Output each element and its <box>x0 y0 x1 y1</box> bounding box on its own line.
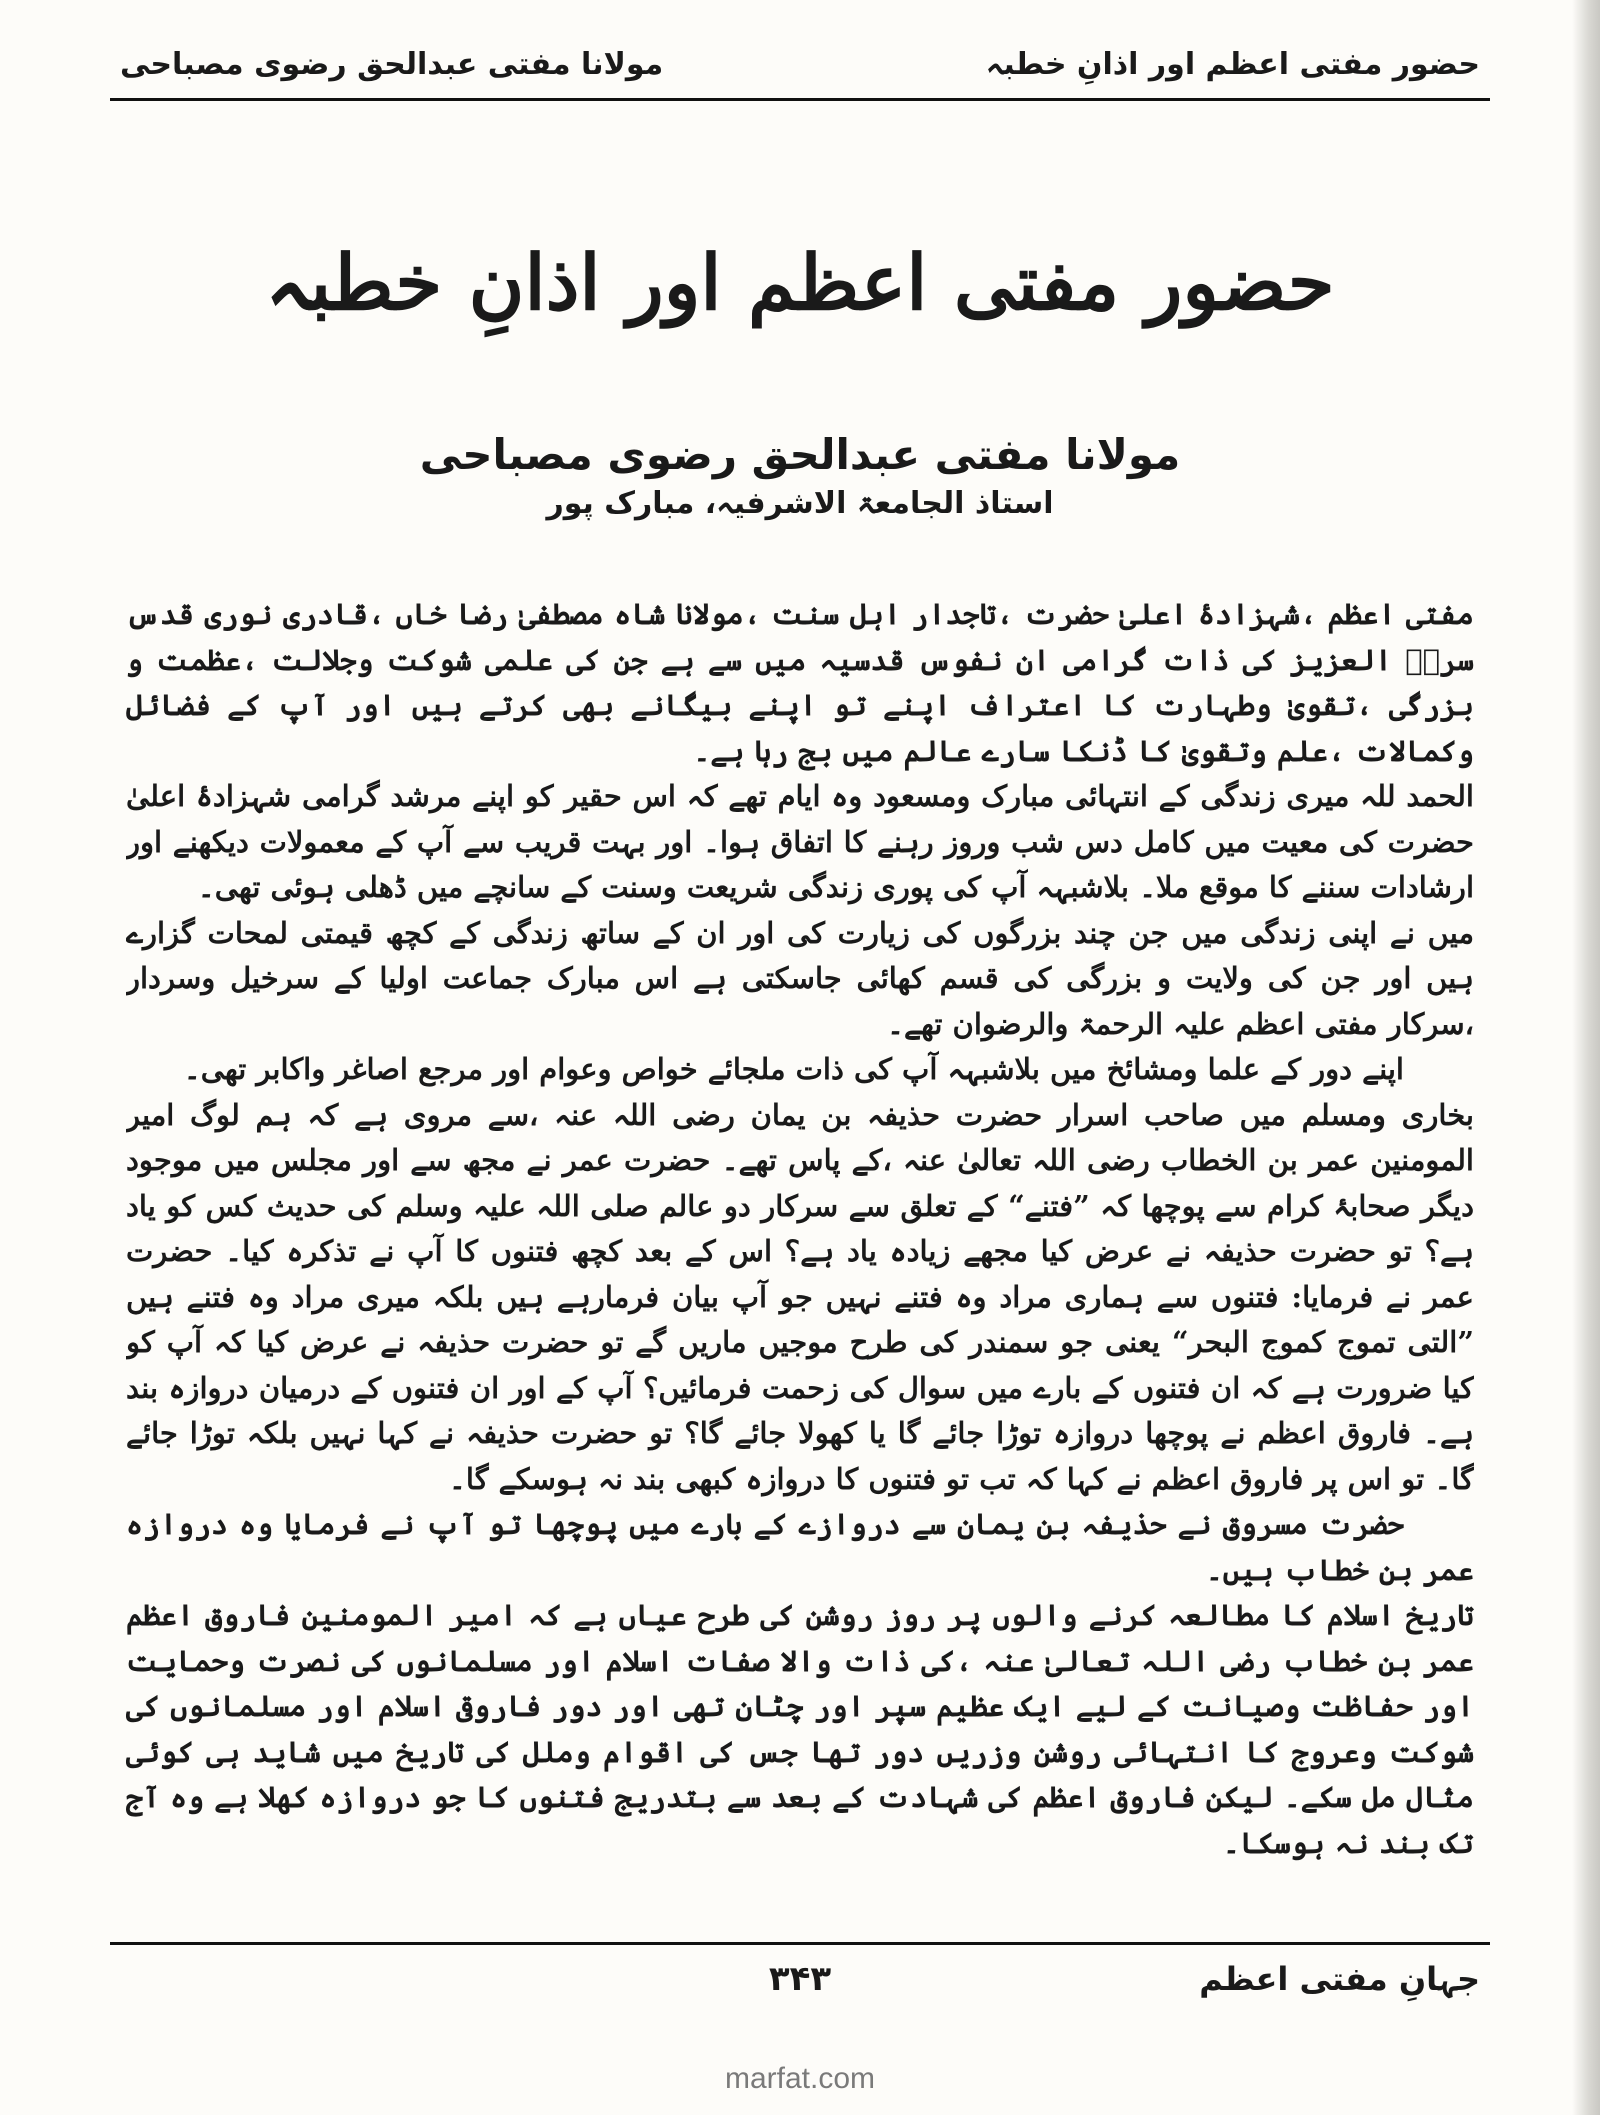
footer-rule <box>110 1942 1490 1945</box>
article-author: مولانا مفتی عبدالحق رضوی مصباحی <box>419 430 1181 479</box>
paragraph: اپنے دور کے علما ومشائخ میں بلاشبہہ آپ کی ذات ملجائے خواص وعوام اور مرجع اصاغر واکابر تھی۔ <box>183 1052 1404 1086</box>
paragraph: میں نے اپنی زندگی میں جن چند بزرگوں کی زیارت کی اور ان کے ساتھ زندگی کے کچھ قیمتی لمحات گزارے ہیں اور جن کی ولایت و بزرگی کی قسم کھائی جاسکتی ہے اس مبارک جماعت اولیا کے سرخیل وسردار ،سرکار مفتی اعظم علیہ الرحمۃ والرضوان تھے۔ <box>126 915 1474 1041</box>
journal-name: جہانِ مفتی اعظم <box>1199 1960 1480 1998</box>
author-affiliation: استاذ الجامعۃ الاشرفیہ، مبارک پور <box>546 486 1054 521</box>
paragraph: مفتی اعظم ،شہزادۂ اعلیٰ حضرت ،تاجدار اہل سنت ،مولانا شاہ مصطفیٰ رضا خاں ،قادری نوری قدس سرہٗ العزیز کی ذات گرامی ان نفوس قدسیہ میں سے ہے جن کی علمی شوکت وجلالت ،عظمت و بزرگی ،تقویٰ وطہارت کا اعتراف اپنے تو اپنے بیگانے بھی کرتے ہیں اور آپ کے فضائل وکمالات ،علم وتقویٰ کا ڈنکا سارے عالم میں بج رہا ہے۔ <box>126 597 1474 768</box>
article-title: حضور مفتی اعظم اور اذانِ خطبہ <box>265 238 1335 327</box>
article-body <box>126 592 1474 1936</box>
paragraph: تاریخ اسلام کا مطالعہ کرنے والوں پر روز روشن کی طرح عیاں ہے کہ امیر المومنین فاروق اعظم عمر بن خطاب رضی اللہ تعالیٰ عنہ ،کی ذات والا صفات اسلام اور مسلمانوں کی نصرت وحمایت اور حفاظت وصیانت کے لیے ایک عظیم سپر اور چٹان تھی اور دور فاروقی اسلام اور مسلمانوں کی شوکت وعروج کا انتہائی روشن وزریں دور تھا جس کی اقوام وملل کی تاریخ میں شاید ہی کوئی مثال مل سکے۔ لیکن فاروق اعظم کی شہادت کے بعد سے بتدریج فتنوں کا جو دروازہ کھلا ہے وہ آج تک بند نہ ہوسکا۔ <box>126 1598 1474 1860</box>
watermark: marfat.com <box>724 2062 876 2095</box>
running-header-title: حضور مفتی اعظم اور اذانِ خطبہ <box>985 46 1480 82</box>
page-footer <box>120 1952 1480 2006</box>
paragraph: بخاری ومسلم میں صاحب اسرار حضرت حذیفہ بن یمان رضی اللہ عنہ ،سے مروی ہے کہ ہم لوگ امیر المومنین عمر بن الخطاب رضی اللہ تعالیٰ عنہ ،کے پاس تھے۔ حضرت عمر نے مجھ سے اور مجلس میں موجود دیگر صحابۂ کرام سے پوچھا کہ ”فتنے“ کے تعلق سے سرکار دو عالم صلی اللہ علیہ وسلم کی حدیث کس کو یاد ہے؟ تو حضرت حذیفہ نے عرض کیا مجھے زیادہ یاد ہے؟ اس کے بعد کچھ فتنوں کا آپ نے تذکرہ کیا۔ حضرت عمر نے فرمایا: فتنوں سے ہماری مراد وہ فتنے نہیں جو آپ بیان فرمارہے ہیں بلکہ میری مراد وہ فتنے ہیں ”التی تموج کموج البحر“ یعنی جو سمندر کی طرح موجیں ماریں گے تو حضرت حذیفہ نے عرض کیا کہ آپ کو کیا ضرورت ہے کہ ان فتنوں کے بارے میں سوال کی زحمت فرمائیں؟ آپ کے اور ان فتنوں کے درمیان دروازہ بند ہے۔ فاروق اعظم نے پوچھا دروازہ توڑا جائے گا یا کھولا جائے گا؟ تو حضرت حذیفہ نے کہا نہیں بلکہ توڑا جائے گا۔ تو اس پر فاروق اعظم نے کہا کہ تب تو فتنوں کا دروازہ کبھی بند نہ ہوسکے گا۔ <box>126 1097 1474 1496</box>
paragraph: حضرت مسروق نے حذیفہ بن یمان سے دروازے کے بارے میں پوچھا تو آپ نے فرمایا وہ دروازہ عمر بن خطاب ہیں۔ <box>126 1507 1474 1587</box>
running-header <box>120 38 1480 90</box>
header-rule <box>110 98 1490 101</box>
paragraph: الحمد للہ میری زندگی کے انتہائی مبارک ومسعود وہ ایام تھے کہ اس حقیر کو اپنے مرشد گرامی شہزادۂ اعلیٰ حضرت کی معیت میں کامل دس شب وروز رہنے کا اتفاق ہوا۔ اور بہت قریب سے آپ کے معمولات دیکھنے اور ارشادات سننے کا موقع ملا۔ بلاشبہہ آپ کی پوری زندگی شریعت وسنت کے سانچے میں ڈھلی ہوئی تھی۔ <box>126 779 1474 904</box>
running-header-author: مولانا مفتی عبدالحق رضوی مصباحی <box>120 46 664 82</box>
page-number: ۳۴۳ <box>768 1959 832 1999</box>
page-spine-shadow <box>1572 0 1600 2115</box>
